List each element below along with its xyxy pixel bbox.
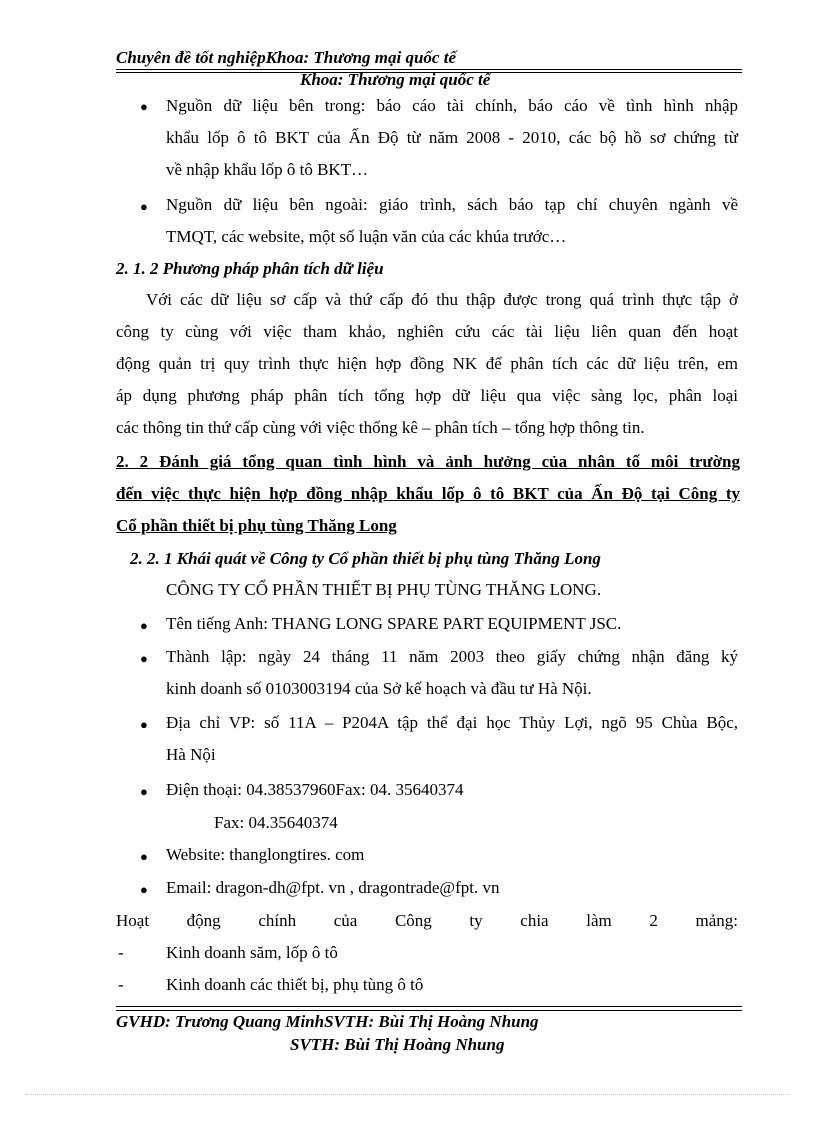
heading-2-2-line-3: Cổ phần thiết bị phụ tùng Thăng Long bbox=[116, 516, 397, 535]
bullet-icon: ● bbox=[140, 199, 148, 214]
company-founded-line-1: Thành lập: ngày 24 tháng 11 năm 2003 theo giấy chứng nhận đăng ký bbox=[166, 647, 738, 666]
company-phone: Điện thoại: 04.38537960Fax: 04. 35640374 bbox=[166, 780, 464, 799]
company-address-line-1: Địa chỉ VP: số 11A – P204A tập thể đại học Thủy Lợi, ngõ 95 Chùa Bộc, bbox=[166, 713, 738, 732]
company-english-name: Tên tiếng Anh: THANG LONG SPARE PART EQUIPMENT JSC. bbox=[166, 614, 622, 633]
sec1-bullet-1-line-3: về nhập khẩu lốp ô tô BKT… bbox=[166, 160, 369, 179]
sec1-bullet-2-line-2: TMQT, các website, một số luận văn của các khúa trước… bbox=[166, 227, 567, 246]
company-name: CÔNG TY CỔ PHẦN THIẾT BỊ PHỤ TÙNG THĂNG LONG. bbox=[166, 580, 602, 599]
para-line: Với các dữ liệu sơ cấp và thứ cấp đó thu thập được trong quá trình thực tập ở bbox=[146, 290, 738, 309]
header-line-1: Chuyên đề tốt nghiệpKhoa: Thương mại quốc tế bbox=[116, 48, 456, 67]
sec1-bullet-1-line-2: khẩu lốp ô tô BKT của Ấn Độ từ năm 2008 - 2010, các bộ hồ sơ chứng từ bbox=[166, 128, 738, 147]
page-bottom-divider bbox=[26, 1094, 790, 1095]
para-line: áp dụng phương pháp phân tích tổng hợp dữ liệu qua việc sàng lọc, phân loại bbox=[116, 386, 738, 405]
bullet-icon: ● bbox=[140, 882, 148, 897]
bullet-icon: ● bbox=[140, 99, 148, 114]
footer-line-2: SVTH: Bùi Thị Hoàng Nhung bbox=[290, 1035, 505, 1054]
footer-rule bbox=[116, 1006, 742, 1007]
company-fax: Fax: 04.35640374 bbox=[214, 813, 338, 832]
para-line: động quản trị quy trình thực hiện hợp đồng NK để phân tích các dữ liệu trên, em bbox=[116, 354, 738, 373]
header-line-2: Khoa: Thương mại quốc tế bbox=[300, 70, 491, 89]
bullet-icon: ● bbox=[140, 618, 148, 633]
footer-line-1: GVHD: Trương Quang MinhSVTH: Bùi Thị Hoàng Nhung bbox=[116, 1012, 539, 1031]
heading-2-1-2: 2. 1. 2 Phương pháp phân tích dữ liệu bbox=[116, 259, 384, 278]
sec1-bullet-1-line-1: Nguồn dữ liệu bên trong: báo cáo tài chính, báo cáo về tình hình nhập bbox=[166, 96, 738, 115]
para-line: các thông tin thứ cấp cùng với việc thống kê – phân tích – tổng hợp thông tin. bbox=[116, 418, 645, 437]
footer-rule-2 bbox=[116, 1010, 742, 1011]
activity-text-2: Kinh doanh các thiết bị, phụ tùng ô tô bbox=[166, 975, 424, 994]
company-founded-line-2: kinh doanh số 0103003194 của Sở kế hoạch và đầu tư Hà Nội. bbox=[166, 679, 592, 698]
bullet-icon: ● bbox=[140, 849, 148, 864]
para-line: công ty cùng với việc tham khảo, nghiên cứu các tài liệu liên quan đến hoạt bbox=[116, 322, 738, 341]
activity-intro: Hoạt động chính của Công ty chia làm 2 mảng: bbox=[116, 911, 738, 930]
dash-bullet: - bbox=[118, 943, 124, 962]
sec1-bullet-2-line-1: Nguồn dữ liệu bên ngoài: giáo trình, sách báo tạp chí chuyên ngành về bbox=[166, 195, 738, 214]
bullet-icon: ● bbox=[140, 651, 148, 666]
bullet-icon: ● bbox=[140, 784, 148, 799]
heading-2-2-line-1: 2. 2 Đánh giá tổng quan tình hình và ảnh hưởng của nhân tố môi trường bbox=[116, 452, 740, 471]
heading-2-2-1: 2. 2. 1 Khái quát về Công ty Cổ phần thiết bị phụ tùng Thăng Long bbox=[130, 549, 601, 568]
activity-text-1: Kinh doanh săm, lốp ô tô bbox=[166, 943, 338, 962]
heading-2-2-line-2: đến việc thực hiện hợp đồng nhập khẩu lốp ô tô BKT của Ấn Độ tại Công ty bbox=[116, 484, 740, 503]
company-email: Email: dragon-dh@fpt. vn , dragontrade@fpt. vn bbox=[166, 878, 500, 897]
bullet-icon: ● bbox=[140, 717, 148, 732]
company-website: Website: thanglongtires. com bbox=[166, 845, 365, 864]
company-address-line-2: Hà Nội bbox=[166, 745, 216, 764]
dash-bullet: - bbox=[118, 975, 124, 994]
